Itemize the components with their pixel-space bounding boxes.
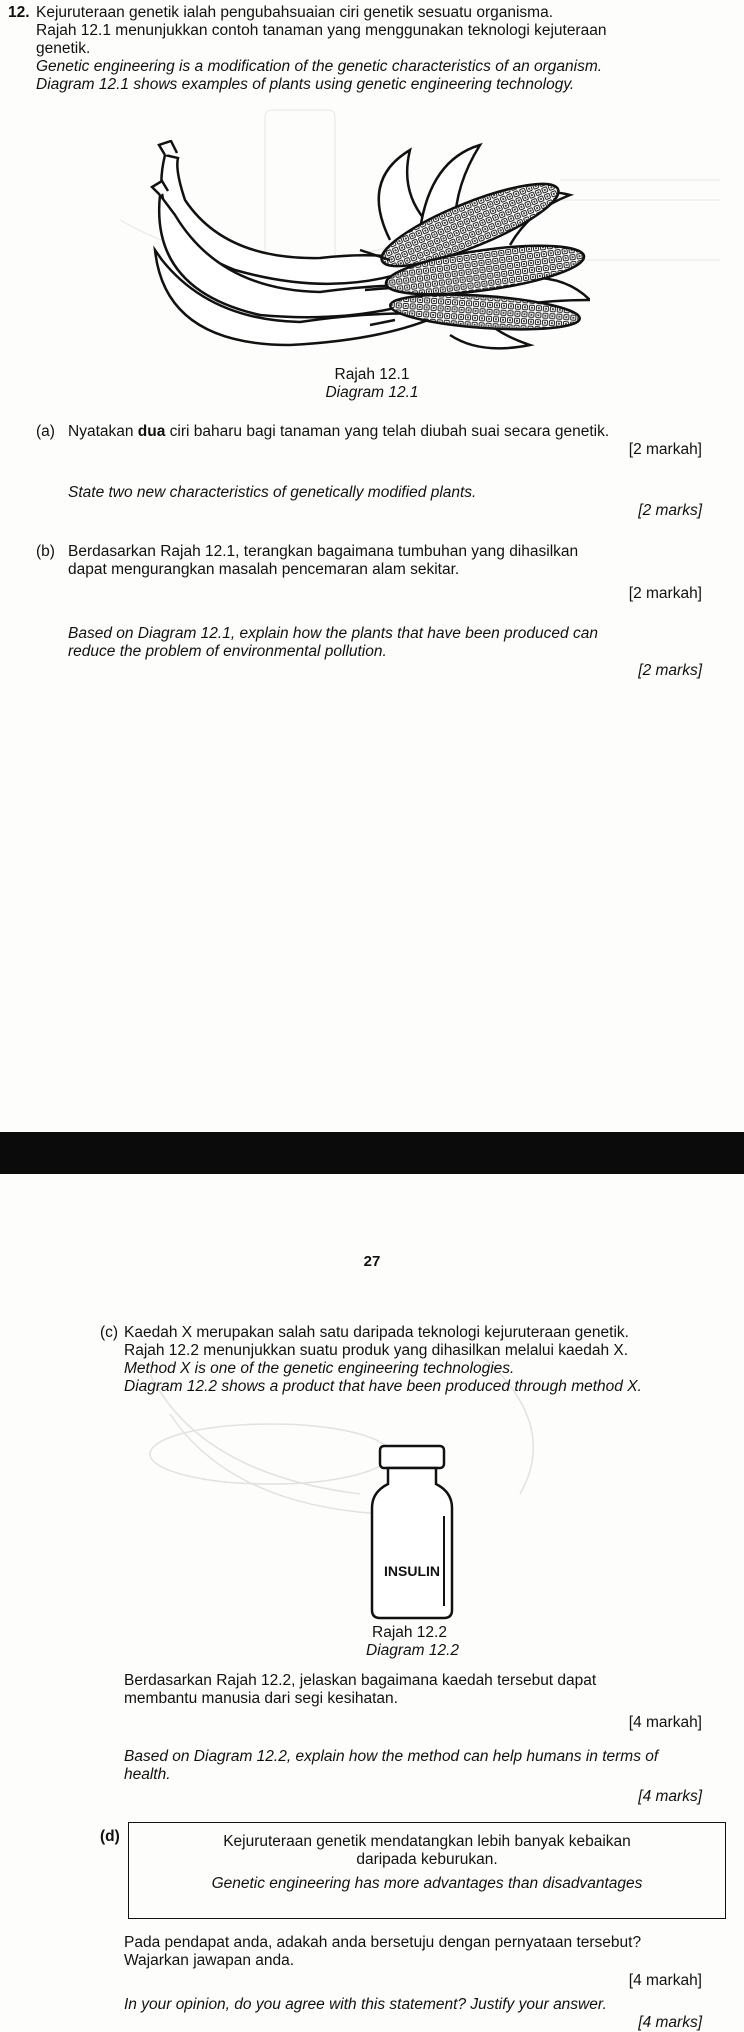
intro-malay-line-1: Kejuruteraan genetik ialah pengubahsuaian ciri genetik sesuatu organisma. (36, 4, 554, 21)
part-a-marks-malay: [2 markah] (628, 441, 702, 458)
part-b-marks-english: [2 marks] (638, 662, 702, 679)
part-c-intro-malay-line-1: Kaedah X merupakan salah satu daripada teknologi kejuruteraan genetik. (124, 1324, 629, 1341)
part-b-question-english-line-1: Based on Diagram 12.1, explain how the plants that have been produced can (68, 625, 598, 642)
intro-malay-line-2: Rajah 12.1 menunjukkan contoh tanaman yang menggunakan teknologi kejuteraan (36, 22, 607, 39)
question-number: 12. (8, 4, 30, 21)
part-a-question-malay: Nyatakan dua ciri baharu bagi tanaman yang telah diubah suai secara genetik. (68, 423, 610, 440)
part-c-marks-malay: [4 markah] (628, 1714, 702, 1731)
part-b-question-malay-line-1: Berdasarkan Rajah 12.1, terangkan bagaimana tumbuhan yang dihasilkan (68, 543, 579, 560)
insulin-bottle-label: INSULIN (384, 1563, 440, 1579)
part-b-question-malay-line-2: dapat mengurangkan masalah pencemaran alam sekitar. (68, 561, 460, 578)
diagram-12-1-caption-english: Diagram 12.1 (325, 384, 419, 401)
part-a-question-english: State two new characteristics of genetically modified plants. (68, 484, 477, 501)
part-d-statement-box (128, 1822, 726, 1919)
part-c-intro-malay-line-2: Rajah 12.2 menunjukkan suatu produk yang dihasilkan melalui kaedah X. (124, 1342, 629, 1359)
part-d-question-english: In your opinion, do you agree with this statement? Justify your answer. (124, 1996, 607, 2013)
part-d-statement-malay-line-2: daripada keburukan. (356, 1851, 498, 1868)
part-c-question-english-line-2: health. (124, 1766, 171, 1783)
insulin-bottle-icon (366, 1442, 458, 1622)
part-b-marks-malay: [2 markah] (628, 585, 702, 602)
diagram-12-1-caption-malay: Rajah 12.1 (334, 366, 410, 383)
part-d-question-malay-line-1: Pada pendapat anda, adakah anda bersetuju dengan pernyataan tersebut? (124, 1934, 642, 1951)
part-d-marks-english: [4 marks] (638, 2014, 702, 2031)
part-b-question-english-line-2: reduce the problem of environmental pollution. (68, 643, 387, 660)
part-d-question-malay-line-2: Wajarkan jawapan anda. (124, 1952, 295, 1969)
banana-and-corn-illustration (150, 140, 590, 360)
part-c-question-english-line-1: Based on Diagram 12.2, explain how the method can help humans in terms of (124, 1748, 659, 1765)
diagram-12-2-caption-english: Diagram 12.2 (366, 1642, 460, 1659)
part-d-marks-malay: [4 markah] (628, 1972, 702, 1989)
page-divider (0, 1132, 744, 1174)
part-c-question-malay-line-2: membantu manusia dari segi kesihatan. (124, 1690, 398, 1707)
intro-english-line-2: Diagram 12.1 shows examples of plants using genetic engineering technology. (36, 76, 575, 93)
answer-space (36, 700, 716, 1120)
part-c-question-malay-line-1: Berdasarkan Rajah 12.2, jelaskan bagaimana kaedah tersebut dapat (124, 1672, 597, 1689)
part-c-intro-english-line-1: Method X is one of the genetic engineering technologies. (124, 1360, 515, 1377)
intro-malay-line-3: genetik. (36, 40, 91, 57)
part-a-marks-english: [2 marks] (638, 502, 702, 519)
part-d-label: (d) (100, 1828, 120, 1845)
part-c-intro-english-line-2: Diagram 12.2 shows a product that have been produced through method X. (124, 1378, 642, 1395)
page-number: 27 (363, 1253, 381, 1270)
part-a-label: (a) (36, 423, 55, 440)
diagram-12-2-caption-malay: Rajah 12.2 (372, 1624, 447, 1641)
part-c-marks-english: [4 marks] (638, 1788, 702, 1805)
intro-english-line-1: Genetic engineering is a modification of the genetic characteristics of an organism. (36, 58, 603, 75)
part-d-statement-malay-line-1: Kejuruteraan genetik mendatangkan lebih banyak kebaikan (223, 1833, 631, 1850)
part-d-statement-english: Genetic engineering has more advantages than disadvantages (211, 1875, 643, 1892)
part-c-label: (c) (100, 1324, 119, 1341)
part-b-label: (b) (36, 543, 55, 560)
